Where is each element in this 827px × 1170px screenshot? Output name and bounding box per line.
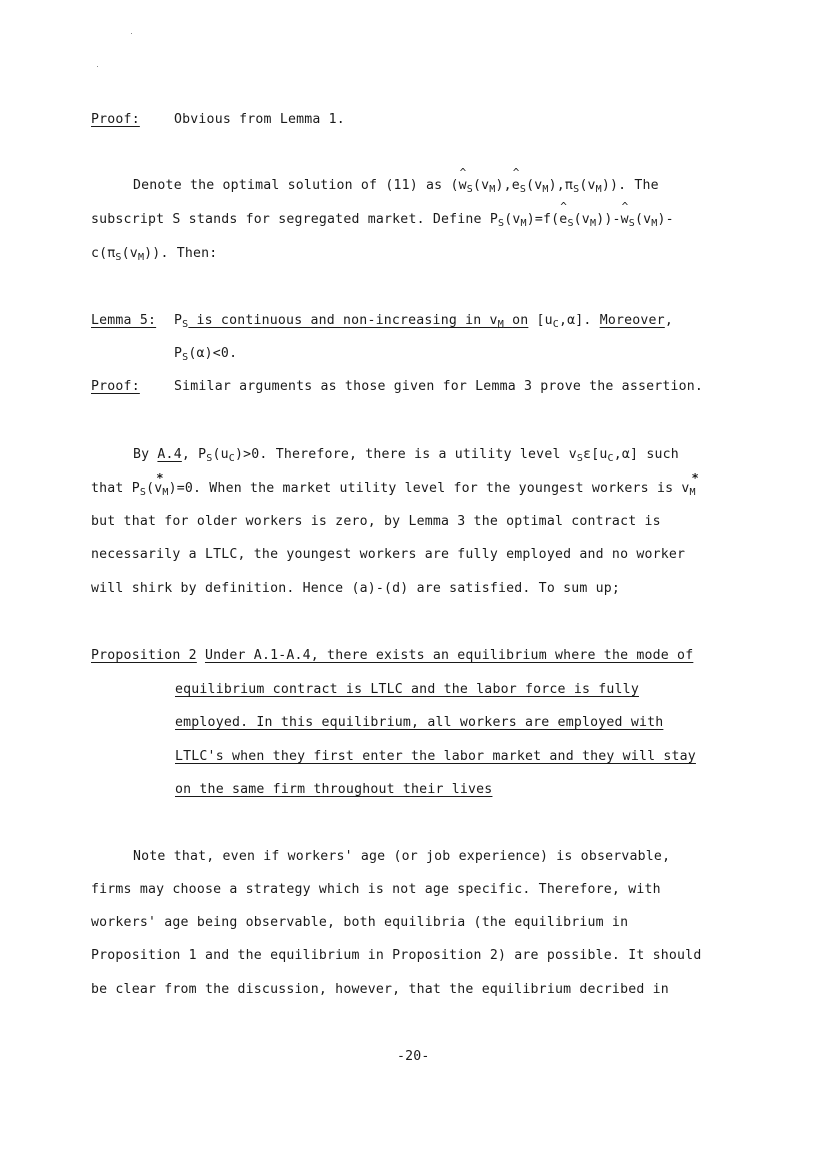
proposition-2-line-5: on the same firm throughout their lives bbox=[175, 782, 493, 797]
para-3-line-3: workers' age being observable, both equilibria (the equilibrium in bbox=[91, 915, 629, 930]
para-3-line-2: firms may choose a strategy which is not age specific. Therefore, with bbox=[91, 882, 661, 897]
proposition-2-line-4: LTLC's when they first enter the labor market and they will stay bbox=[175, 749, 696, 764]
para-1-line-2: subscript S stands for segregated market. Define $P_S(v_M)=f(\^{}$ $e_S(v_M))-\^{}$ $w_S(v_M)-$ bbox=[91, 212, 674, 227]
para-3-line-1: Note that, even if workers' age (or job experience) is observable, bbox=[133, 849, 671, 864]
proof-2 bbox=[91, 379, 140, 394]
para-2-line-1: By A.4, $P_S(u_C)>0$. Therefore, there is a utility level $v_S\varepsilon[u_C,\alpha]$ such bbox=[133, 447, 679, 464]
proposition-2-line-3: employed. In this equilibrium, all workers are employed with bbox=[175, 715, 664, 730]
proposition-2: Proposition 2 Under A.1-A.4, there exists an equilibrium where the mode of bbox=[91, 648, 694, 663]
proof-2-text: Similar arguments as those given for Lemma 3 prove the assertion. bbox=[174, 379, 704, 394]
para-1-line-3: $c(\pi_S(v_M))$. Then: bbox=[91, 246, 218, 263]
page-number: -20- bbox=[397, 1049, 430, 1064]
para-3-line-4: Proposition 1 and the equilibrium in Proposition 2) are possible. It should bbox=[91, 948, 702, 963]
lemma-label: Lemma 5: bbox=[91, 313, 157, 328]
proof-label: Proof: bbox=[91, 379, 140, 394]
para-1-line-1: Denote the optimal solution of (11) as (^ $w_S(v_M),\^{}$ $e_S(v_M),\pi_S(v_M)$). The bbox=[133, 178, 659, 193]
scan-speck bbox=[131, 33, 132, 34]
proof-1 bbox=[91, 112, 140, 127]
para-2-line-3: but that for older workers is zero, by Lemma 3 the optimal contract is bbox=[91, 514, 661, 529]
proposition-2-line-2: equilibrium contract is LTLC and the labor force is fully bbox=[175, 682, 639, 697]
proof-1-text: Obvious from Lemma 1. bbox=[174, 112, 345, 127]
scan-speck bbox=[97, 66, 98, 67]
para-2-line-5: will shirk by definition. Hence (a)-(d) are satisfied. To sum up; bbox=[91, 581, 621, 596]
lemma-5-line-1: $P_S$ is continuous and non-increasing in $v_M$ on $[u_C,\alpha]$. Moreover, bbox=[174, 313, 673, 330]
para-2-line-4: necessarily a LTLC, the youngest workers are fully employed and no worker bbox=[91, 547, 686, 562]
proof-label: Proof: bbox=[91, 112, 140, 127]
lemma-5-line-2: $P_S(\alpha)<0$. bbox=[174, 346, 238, 363]
para-3-line-5: be clear from the discussion, however, that the equilibrium decribed in bbox=[91, 982, 669, 997]
lemma-5 bbox=[91, 313, 156, 328]
para-2-line-2: that $P_S(*$ $v_M)=0$. When the market utility level for the youngest workers is $v_M$ bbox=[91, 481, 696, 496]
proposition-label: Proposition 2 bbox=[91, 648, 197, 663]
